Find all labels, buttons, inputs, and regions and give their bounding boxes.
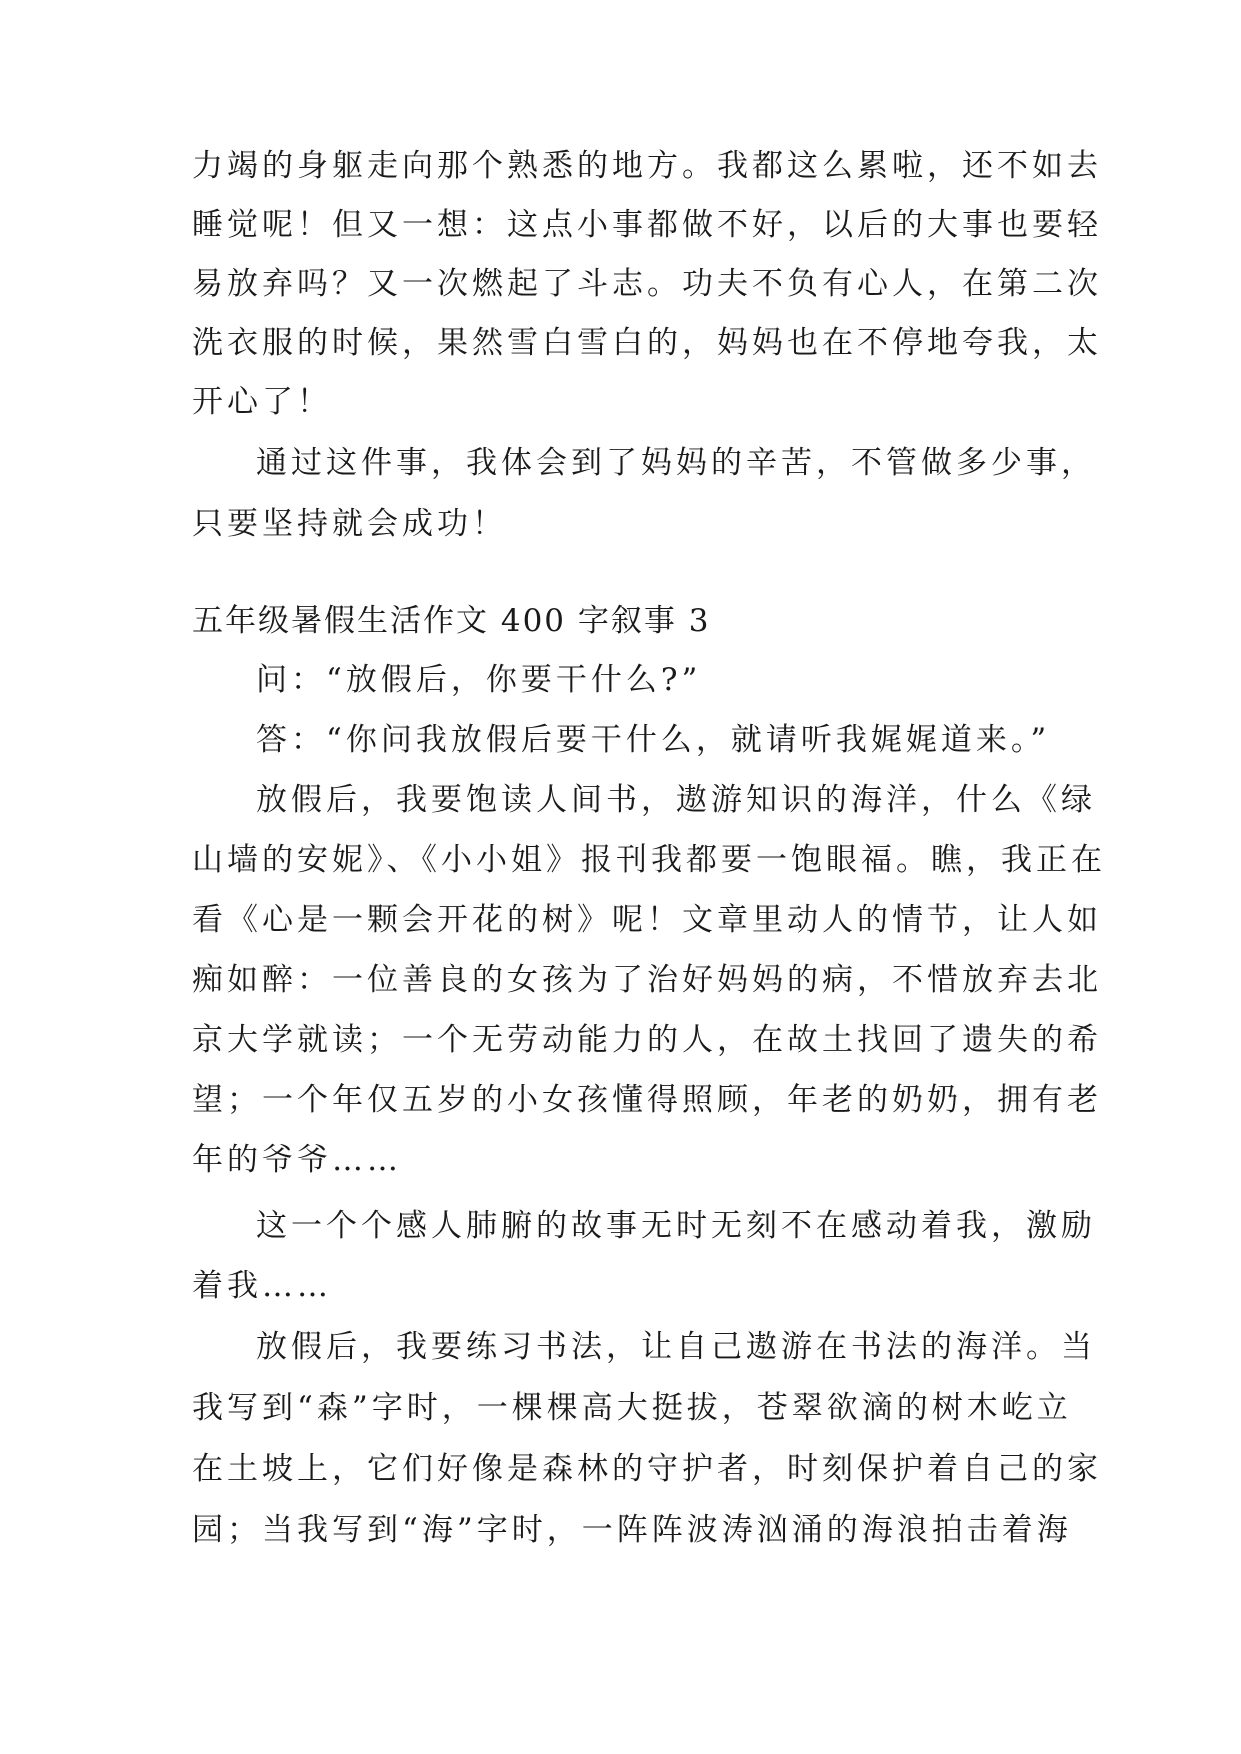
paragraph-first-line: 通过这件事，我体会到了妈妈的辛苦，不管做多少事，: [256, 445, 1096, 481]
text-line: 痴如醉：一位善良的女孩为了治好妈妈的病，不惜放弃去北: [192, 962, 1102, 998]
dialogue-answer: 答：“你问我放假后要干什么，就请听我娓娓道来。”: [256, 722, 1051, 758]
text-line: 山墙的安妮》、《小小姐》报刊我都要一饱眼福。瞧，我正在: [192, 842, 1106, 878]
text-line: 看《心是一颗会开花的树》呢！文章里动人的情节，让人如: [192, 902, 1102, 938]
paragraph-first-line: 这一个个感人肺腑的故事无时无刻不在感动着我，激励: [256, 1208, 1096, 1244]
text-line: 睡觉呢！但又一想：这点小事都做不好，以后的大事也要轻: [192, 207, 1102, 243]
section-heading: 五年级暑假生活作文 400 字叙事 3: [192, 603, 711, 639]
text-line: 洗衣服的时候，果然雪白雪白的，妈妈也在不停地夸我，太: [192, 325, 1102, 361]
text-line: 年的爷爷……: [192, 1142, 402, 1178]
text-line: 在土坡上，它们好像是森林的守护者，时刻保护着自己的家: [192, 1451, 1102, 1487]
paragraph-first-line: 放假后，我要练习书法，让自己遨游在书法的海洋。当: [256, 1329, 1096, 1365]
text-line: 只要坚持就会成功！: [192, 506, 507, 542]
text-line: 望；一个年仅五岁的小女孩懂得照顾，年老的奶奶，拥有老: [192, 1082, 1102, 1118]
text-line: 京大学就读；一个无劳动能力的人，在故土找回了遗失的希: [192, 1022, 1102, 1058]
text-line: 易放弃吗？又一次燃起了斗志。功夫不负有心人，在第二次: [192, 266, 1102, 302]
text-line: 园；当我写到“海”字时，一阵阵波涛汹涌的海浪拍击着海: [192, 1512, 1072, 1548]
text-line: 我写到“森”字时，一棵棵高大挺拔，苍翠欲滴的树木屹立: [192, 1390, 1072, 1426]
paragraph-first-line: 放假后，我要饱读人间书，遨游知识的海洋，什么《绿: [256, 782, 1096, 818]
text-line: 力竭的身躯走向那个熟悉的地方。我都这么累啦，还不如去: [192, 148, 1102, 184]
dialogue-question: 问：“放假后，你要干什么?”: [256, 662, 702, 698]
text-line: 着我……: [192, 1268, 332, 1304]
text-line: 开心了！: [192, 384, 332, 420]
